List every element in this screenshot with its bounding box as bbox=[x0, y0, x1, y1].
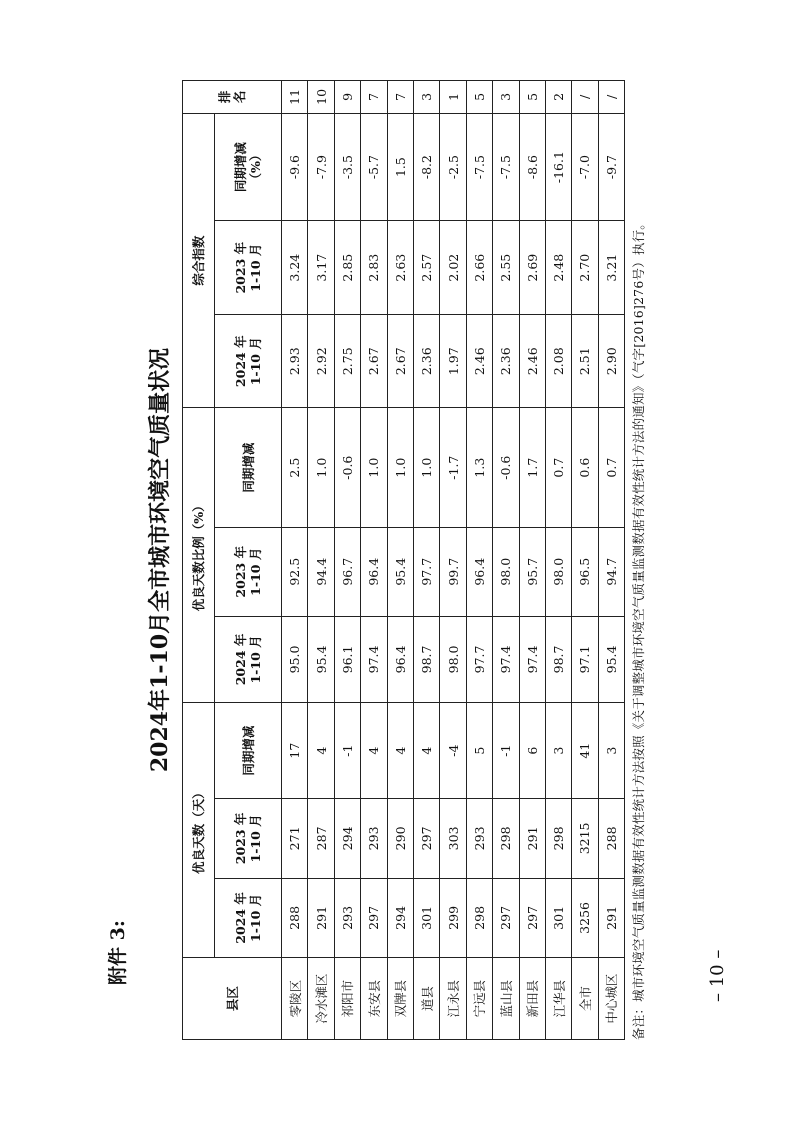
region-cell: 双牌县 bbox=[387, 958, 413, 1040]
index-2023-cell: 2.69 bbox=[519, 221, 545, 315]
days-change-cell: 4 bbox=[413, 703, 439, 799]
ratio-change-cell: -1.7 bbox=[440, 408, 466, 527]
days-2023-cell: 3215 bbox=[572, 799, 598, 879]
index-change-pct-cell: -8.6 bbox=[519, 113, 545, 221]
header-row-columns bbox=[215, 81, 282, 1040]
rank-cell: 3 bbox=[493, 81, 519, 114]
index-change-pct-cell: -7.0 bbox=[572, 113, 598, 221]
days-change-cell: -1 bbox=[493, 703, 519, 799]
rank-cell: 10 bbox=[308, 81, 334, 114]
ratio-change-cell: 2.5 bbox=[282, 408, 308, 527]
index-change-pct-cell: -9.6 bbox=[282, 113, 308, 221]
region-cell: 中心城区 bbox=[598, 958, 624, 1040]
index-2024-cell: 2.67 bbox=[361, 314, 387, 408]
rank-cell: 1 bbox=[440, 81, 466, 114]
days-2024-cell: 297 bbox=[519, 878, 545, 958]
region-cell: 江永县 bbox=[440, 958, 466, 1040]
index-change-pct-cell: -7.5 bbox=[493, 113, 519, 221]
days-2023-cell: 291 bbox=[519, 799, 545, 879]
ratio-2023-cell: 92.5 bbox=[282, 527, 308, 616]
index-2024-cell: 2.36 bbox=[413, 314, 439, 408]
header-group-ratio: 优良天数比例（%） bbox=[183, 408, 215, 703]
index-2023-cell: 2.63 bbox=[387, 221, 413, 315]
days-change-cell: 17 bbox=[282, 703, 308, 799]
ratio-change-cell: 0.6 bbox=[572, 408, 598, 527]
days-2023-cell: 303 bbox=[440, 799, 466, 879]
index-2024-cell: 2.46 bbox=[519, 314, 545, 408]
rank-cell: 5 bbox=[519, 81, 545, 114]
ratio-2024-cell: 98.7 bbox=[413, 616, 439, 703]
index-2024-cell: 1.97 bbox=[440, 314, 466, 408]
days-2023-cell: 271 bbox=[282, 799, 308, 879]
days-2023-cell: 298 bbox=[545, 799, 571, 879]
days-change-cell: 3 bbox=[598, 703, 624, 799]
index-2023-cell: 2.48 bbox=[545, 221, 571, 315]
header-row-groups bbox=[183, 81, 215, 1040]
rank-cell: 2 bbox=[545, 81, 571, 114]
ratio-2024-cell: 97.7 bbox=[466, 616, 492, 703]
rank-cell: / bbox=[598, 81, 624, 114]
days-2024-cell: 293 bbox=[334, 878, 360, 958]
days-2023-cell: 287 bbox=[308, 799, 334, 879]
index-2023-cell: 3.17 bbox=[308, 221, 334, 315]
ratio-2023-cell: 99.7 bbox=[440, 527, 466, 616]
table-row bbox=[440, 81, 466, 1040]
region-cell: 宁远县 bbox=[466, 958, 492, 1040]
index-change-pct-cell: 1.5 bbox=[387, 113, 413, 221]
days-2023-cell: 288 bbox=[598, 799, 624, 879]
days-2024-cell: 291 bbox=[308, 878, 334, 958]
days-change-cell: 5 bbox=[466, 703, 492, 799]
days-change-cell: 4 bbox=[387, 703, 413, 799]
ratio-2023-cell: 96.4 bbox=[466, 527, 492, 616]
ratio-2023-cell: 98.0 bbox=[493, 527, 519, 616]
ratio-change-cell: 1.0 bbox=[308, 408, 334, 527]
table-row bbox=[387, 81, 413, 1040]
index-change-pct-cell: -9.7 bbox=[598, 113, 624, 221]
header-days-2023: 2023 年 1-10 月 bbox=[215, 799, 282, 879]
header-ratio-2024: 2024 年 1-10 月 bbox=[215, 616, 282, 703]
index-2024-cell: 2.08 bbox=[545, 314, 571, 408]
region-cell: 冷水滩区 bbox=[308, 958, 334, 1040]
table-row bbox=[334, 81, 360, 1040]
rank-cell: 3 bbox=[413, 81, 439, 114]
days-2023-cell: 294 bbox=[334, 799, 360, 879]
ratio-2023-cell: 97.7 bbox=[413, 527, 439, 616]
ratio-2024-cell: 98.7 bbox=[545, 616, 571, 703]
days-2023-cell: 297 bbox=[413, 799, 439, 879]
index-2023-cell: 2.57 bbox=[413, 221, 439, 315]
index-2024-cell: 2.90 bbox=[598, 314, 624, 408]
index-2023-cell: 3.24 bbox=[282, 221, 308, 315]
header-index-2023: 2023 年 1-10 月 bbox=[215, 221, 282, 315]
table-row bbox=[308, 81, 334, 1040]
rank-cell: 5 bbox=[466, 81, 492, 114]
header-days-change: 同期增减 bbox=[215, 703, 282, 799]
index-change-pct-cell: -8.2 bbox=[413, 113, 439, 221]
rotated-page-content bbox=[140, 80, 647, 1040]
days-change-cell: 3 bbox=[545, 703, 571, 799]
index-2024-cell: 2.92 bbox=[308, 314, 334, 408]
ratio-change-cell: 1.7 bbox=[519, 408, 545, 527]
index-change-pct-cell: -2.5 bbox=[440, 113, 466, 221]
days-2024-cell: 297 bbox=[493, 878, 519, 958]
table-row bbox=[572, 81, 598, 1040]
days-change-cell: -1 bbox=[334, 703, 360, 799]
region-cell: 祁阳市 bbox=[334, 958, 360, 1040]
days-change-cell: 4 bbox=[308, 703, 334, 799]
index-2024-cell: 2.36 bbox=[493, 314, 519, 408]
header-index-change-pct: 同期增减 （%） bbox=[215, 113, 282, 221]
index-change-pct-cell: -5.7 bbox=[361, 113, 387, 221]
table-row bbox=[545, 81, 571, 1040]
attachment-label: 附件 3: bbox=[107, 920, 129, 985]
index-2023-cell: 2.02 bbox=[440, 221, 466, 315]
table-row bbox=[466, 81, 492, 1040]
ratio-change-cell: 0.7 bbox=[545, 408, 571, 527]
ratio-2023-cell: 95.4 bbox=[387, 527, 413, 616]
days-change-cell: 4 bbox=[361, 703, 387, 799]
region-cell: 新田县 bbox=[519, 958, 545, 1040]
ratio-2024-cell: 98.0 bbox=[440, 616, 466, 703]
days-2023-cell: 293 bbox=[361, 799, 387, 879]
header-ratio-change: 同期增减 bbox=[215, 408, 282, 527]
index-change-pct-cell: -16.1 bbox=[545, 113, 571, 221]
index-2023-cell: 2.55 bbox=[493, 221, 519, 315]
ratio-change-cell: -0.6 bbox=[493, 408, 519, 527]
header-group-index: 综合指数 bbox=[183, 113, 215, 408]
days-2024-cell: 299 bbox=[440, 878, 466, 958]
days-change-cell: 6 bbox=[519, 703, 545, 799]
index-change-pct-cell: -7.5 bbox=[466, 113, 492, 221]
table-row bbox=[598, 81, 624, 1040]
header-region: 县区 bbox=[183, 958, 282, 1040]
days-2024-cell: 291 bbox=[598, 878, 624, 958]
days-2024-cell: 294 bbox=[387, 878, 413, 958]
index-2024-cell: 2.75 bbox=[334, 314, 360, 408]
index-2024-cell: 2.67 bbox=[387, 314, 413, 408]
ratio-change-cell: 1.0 bbox=[361, 408, 387, 527]
ratio-change-cell: 1.0 bbox=[387, 408, 413, 527]
ratio-2023-cell: 96.4 bbox=[361, 527, 387, 616]
table-row bbox=[493, 81, 519, 1040]
region-cell: 东安县 bbox=[361, 958, 387, 1040]
rank-cell: 11 bbox=[282, 81, 308, 114]
ratio-2024-cell: 96.4 bbox=[387, 616, 413, 703]
index-change-pct-cell: -7.9 bbox=[308, 113, 334, 221]
days-2023-cell: 293 bbox=[466, 799, 492, 879]
index-2023-cell: 2.83 bbox=[361, 221, 387, 315]
ratio-2023-cell: 98.0 bbox=[545, 527, 571, 616]
region-cell: 零陵区 bbox=[282, 958, 308, 1040]
ratio-2024-cell: 97.4 bbox=[361, 616, 387, 703]
ratio-2024-cell: 95.4 bbox=[308, 616, 334, 703]
footnote: 备注：城市环境空气质量监测数据有效性统计方法按照《关于调整城市环境空气质量监测数据有效性统计方法的通知》（气字[2016]276号）执行。 bbox=[631, 217, 647, 1040]
days-2024-cell: 297 bbox=[361, 878, 387, 958]
days-2023-cell: 290 bbox=[387, 799, 413, 879]
air-quality-table bbox=[182, 80, 625, 1040]
ratio-2023-cell: 96.7 bbox=[334, 527, 360, 616]
table-row bbox=[361, 81, 387, 1040]
table-row bbox=[282, 81, 308, 1040]
index-2023-cell: 2.66 bbox=[466, 221, 492, 315]
rank-cell: / bbox=[572, 81, 598, 114]
days-2024-cell: 301 bbox=[413, 878, 439, 958]
ratio-2023-cell: 95.7 bbox=[519, 527, 545, 616]
ratio-2024-cell: 97.4 bbox=[493, 616, 519, 703]
days-2024-cell: 298 bbox=[466, 878, 492, 958]
days-2024-cell: 301 bbox=[545, 878, 571, 958]
table-body bbox=[282, 81, 625, 1040]
header-days-2024: 2024 年 1-10 月 bbox=[215, 878, 282, 958]
ratio-2024-cell: 96.1 bbox=[334, 616, 360, 703]
page-number: – 10 – bbox=[707, 949, 728, 1002]
rank-cell: 7 bbox=[361, 81, 387, 114]
ratio-2024-cell: 97.4 bbox=[519, 616, 545, 703]
document-title: 2024年1-10月全市城市环境空气质量状况 bbox=[147, 347, 173, 773]
rank-cell: 9 bbox=[334, 81, 360, 114]
ratio-2024-cell: 95.0 bbox=[282, 616, 308, 703]
index-2023-cell: 3.21 bbox=[598, 221, 624, 315]
index-change-pct-cell: -3.5 bbox=[334, 113, 360, 221]
table-row bbox=[413, 81, 439, 1040]
days-change-cell: -4 bbox=[440, 703, 466, 799]
ratio-2024-cell: 97.1 bbox=[572, 616, 598, 703]
ratio-2023-cell: 94.7 bbox=[598, 527, 624, 616]
rank-cell: 7 bbox=[387, 81, 413, 114]
region-cell: 道县 bbox=[413, 958, 439, 1040]
ratio-change-cell: 0.7 bbox=[598, 408, 624, 527]
days-2024-cell: 288 bbox=[282, 878, 308, 958]
table-row bbox=[519, 81, 545, 1040]
ratio-2023-cell: 96.5 bbox=[572, 527, 598, 616]
header-ratio-2023: 2023 年 1-10 月 bbox=[215, 527, 282, 616]
ratio-2024-cell: 95.4 bbox=[598, 616, 624, 703]
index-2023-cell: 2.85 bbox=[334, 221, 360, 315]
days-2023-cell: 298 bbox=[493, 799, 519, 879]
ratio-2023-cell: 94.4 bbox=[308, 527, 334, 616]
index-2024-cell: 2.46 bbox=[466, 314, 492, 408]
ratio-change-cell: -0.6 bbox=[334, 408, 360, 527]
region-cell: 江华县 bbox=[545, 958, 571, 1040]
region-cell: 全市 bbox=[572, 958, 598, 1040]
header-rank: 排 名 bbox=[183, 81, 282, 114]
header-index-2024: 2024 年 1-10 月 bbox=[215, 314, 282, 408]
index-2024-cell: 2.51 bbox=[572, 314, 598, 408]
days-2024-cell: 3256 bbox=[572, 878, 598, 958]
region-cell: 蓝山县 bbox=[493, 958, 519, 1040]
index-2023-cell: 2.70 bbox=[572, 221, 598, 315]
header-group-days: 优良天数（天） bbox=[183, 703, 215, 958]
ratio-change-cell: 1.3 bbox=[466, 408, 492, 527]
ratio-change-cell: 1.0 bbox=[413, 408, 439, 527]
index-2024-cell: 2.93 bbox=[282, 314, 308, 408]
days-change-cell: 41 bbox=[572, 703, 598, 799]
